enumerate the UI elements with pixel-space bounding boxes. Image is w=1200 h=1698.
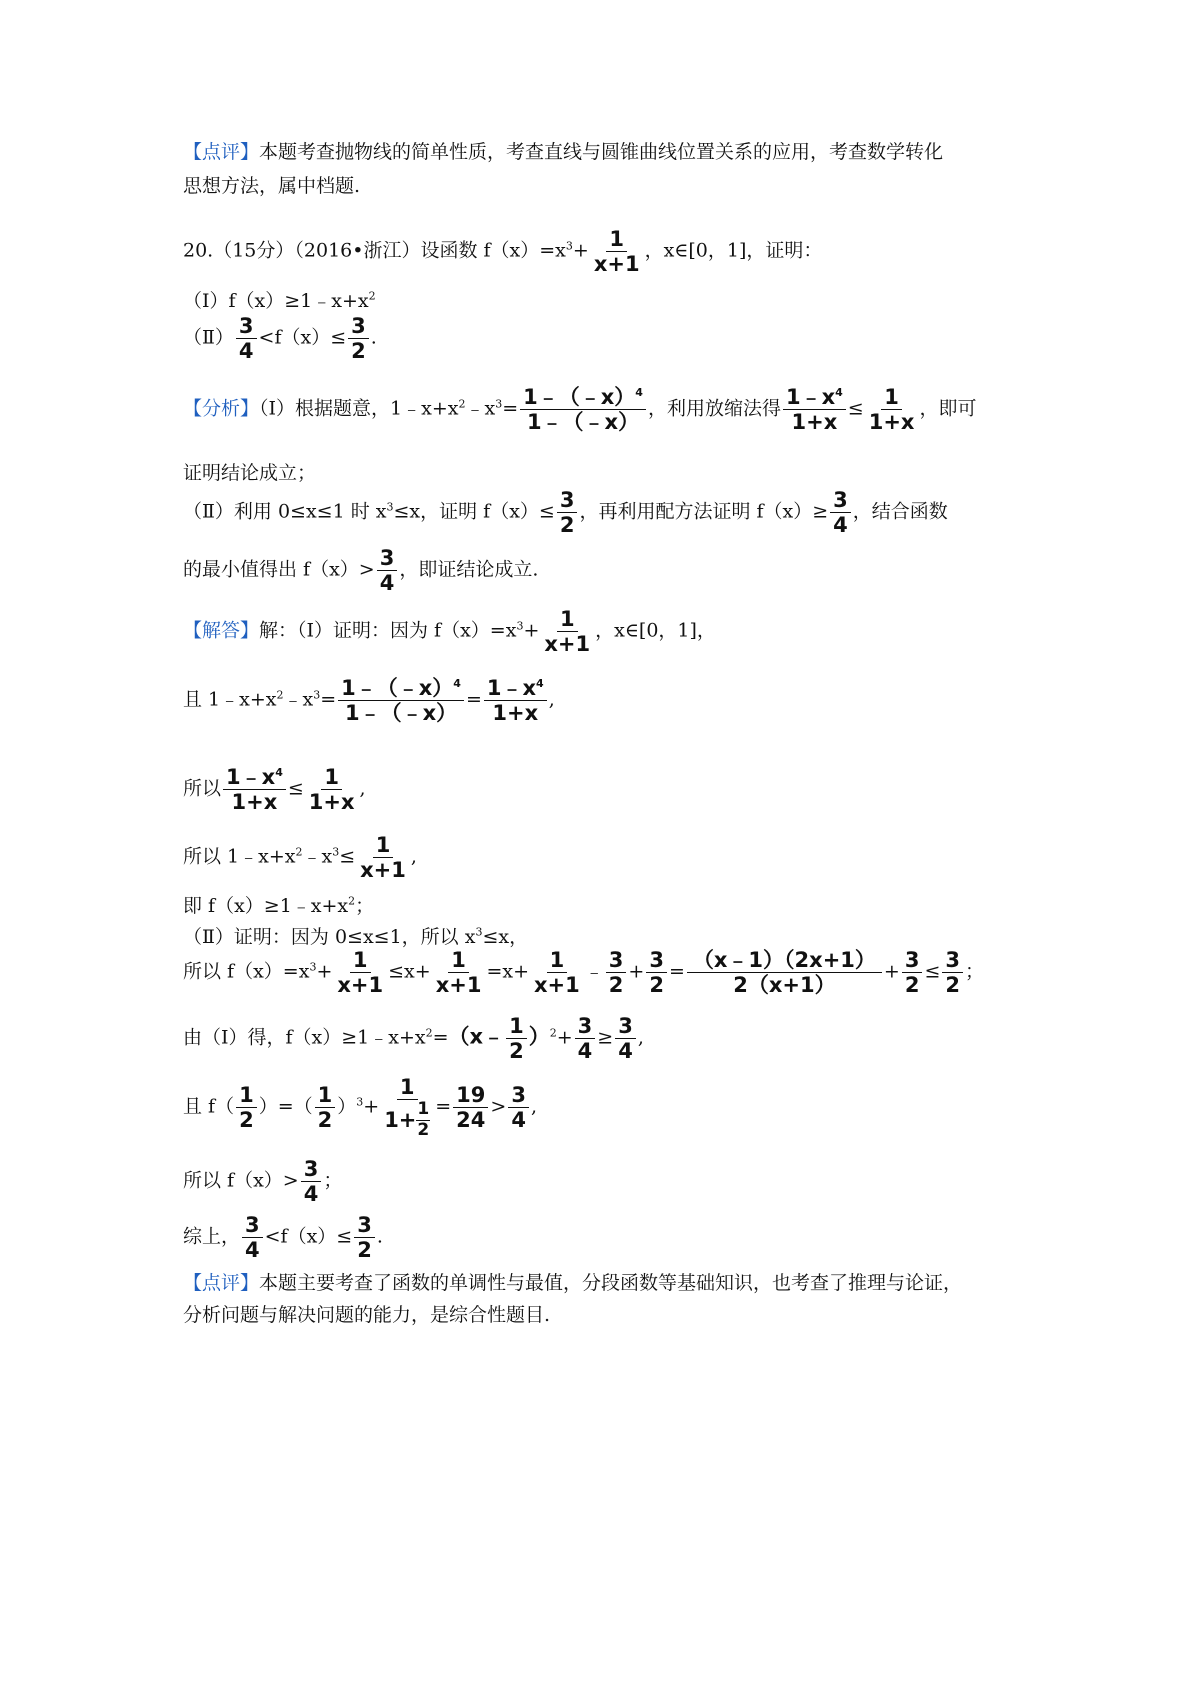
solution-line-3: 所以 $\frac{1﹣x^4}{1+x}$ ≤ $\frac{1}{1+x}$ , (183, 765, 366, 815)
review-1-line-1 (183, 137, 943, 164)
analysis-line-1: 【分析】（Ⅰ）根据题意，$1﹣x+x^2﹣x^3=$ $\frac{1﹣(﹣x)^4}{1﹣(﹣x)}$ ，利用放缩法得 $\frac{1﹣x^4}{1+x}$ ≤ $\frac{1}{1+x}$ ，即可 (183, 385, 977, 435)
fraction: $\frac{3}{2}$ (646, 948, 667, 997)
solution-line-1: 【解答】解：（Ⅰ）证明：因为 $f(x)=x^3+$ $\frac{1}{x+1}$ ，x∈[0，1]， (183, 607, 716, 657)
fraction: $\frac{1﹣x^4}{1+x}$ (783, 385, 846, 434)
analysis-tag: 【分析】 (183, 397, 260, 420)
solution-line-5: 即 $f(x)\ge 1﹣x+x^2$； (183, 894, 375, 917)
fraction: $\frac{1}{x+1}$ (360, 833, 406, 883)
fraction: $\frac{3}{2}$ (902, 948, 923, 997)
problem-part-1: $(Ⅰ)f(x)\ge 1﹣x+x^2$ (183, 289, 376, 312)
fraction: $\frac{(x﹣1)(2x+1)}{2(x+1)}$ (687, 948, 882, 997)
solution-line-6: （Ⅱ）证明：因为 0≤x≤1，所以 $x^3\le x$， (183, 925, 529, 948)
fraction: $\frac{3}{4}$ (508, 1083, 529, 1132)
fraction: $\frac{1﹣(﹣x)^4}{1﹣(﹣x)}$ (338, 676, 464, 725)
analysis-line-2: 证明结论成立； (183, 462, 317, 484)
fraction: 1 1+ $\frac{1}{2}$ (384, 1075, 430, 1140)
fraction: $\frac{3}{2}$ (557, 488, 578, 537)
fraction: $\frac{3}{4}$ (236, 314, 257, 363)
analysis-line-4: 的最小值得出 f（x）> $\frac{3}{4}$ ，即证结论成立. (183, 546, 539, 596)
fraction: $\frac{3}{4}$ (615, 1014, 636, 1063)
solution-line-7: 所以 $f(x)=x^3+$ $\frac{1}{x+1}$ ≤x+ $\frac{1}{x+1}$ =x+ $\frac{1}{x+1}$ ﹣ $\frac{3}{2}$ + $\frac{3}{2}$ = $\frac{(x﹣1)(2x+1)}{2(x+1)}$ + $\frac{3}{2}$ ≤ $\frac{3}{2}$ ； (183, 948, 985, 998)
fraction: $\frac{1}{2}$ (236, 1083, 257, 1132)
fraction: $\frac{1}{2}$ (506, 1014, 527, 1063)
fraction: $\frac{1}{x+1}$ (593, 227, 640, 277)
fraction: $\frac{1}{1+x}$ (308, 765, 355, 815)
fraction: $\frac{1}{2}$ (315, 1083, 336, 1132)
fraction: $\frac{3}{4}$ (301, 1157, 322, 1206)
fraction: $\frac{1}{x+1}$ (435, 948, 482, 998)
fraction: $\frac{3}{2}$ (942, 948, 963, 997)
solution-line-4: 所以 $1﹣x+x^2﹣x^3\le$ $\frac{1}{x+1}$ , (183, 833, 417, 883)
problem-part-2: （Ⅱ） $\frac{3}{4}$ <f（x）≤ $\frac{3}{2}$ . (183, 314, 377, 364)
fraction: $\frac{3}{4}$ (830, 488, 851, 537)
fraction: $\frac{1﹣x^4}{1+x}$ (223, 765, 286, 814)
solution-line-10: 所以 f（x）> $\frac{3}{4}$ ； (183, 1157, 343, 1207)
review-tag: 【点评】 (183, 1272, 260, 1294)
analysis-line-3: （Ⅱ）利用 0≤x≤1 时 $x^3\le x$，证明 f（x）≤ $\frac{3}{2}$ ，再利用配方法证明 f（x）≥ $\frac{3}{4}$ ，结合函数 (183, 488, 948, 538)
fraction: $\frac{3}{2}$ (606, 948, 627, 997)
review-1-line-2 (183, 171, 360, 198)
review-2-line-2: 分析问题与解决问题的能力，是综合性题目. (183, 1304, 551, 1326)
fraction: $\frac{19}{24}$ (453, 1083, 488, 1132)
review-text: 本题考查抛物线的简单性质，考查直线与圆锥曲线位置关系的应用，考查数学转化 (259, 141, 944, 163)
fraction: $\frac{1}{x+1}$ (544, 607, 591, 657)
fraction: $\frac{1}{x+1}$ (534, 948, 580, 998)
fraction: $\frac{3}{4}$ (575, 1014, 596, 1063)
solution-line-2: 且 $1﹣x+x^2﹣x^3=$ $\frac{1﹣(﹣x)^4}{1﹣(﹣x)}$ = $\frac{1﹣x^4}{1+x}$ , (183, 676, 555, 726)
fraction: $\frac{3}{2}$ (354, 1213, 375, 1262)
fraction: $\frac{3}{4}$ (242, 1213, 263, 1262)
review-2-line-1: 【点评】本题主要考查了函数的单调性与最值，分段函数等基础知识，也考查了推理与论证， (183, 1272, 963, 1294)
fraction: $\frac{1}{1+x}$ (868, 385, 915, 435)
solution-line-8: 由（Ⅰ）得，$f(x)\ge 1﹣x+x^2=(x﹣$ $\frac{1}{2}$ ）$^2$+ $\frac{3}{4}$ ≥ $\frac{3}{4}$ , (183, 1014, 644, 1064)
fraction: $\frac{3}{4}$ (377, 546, 398, 595)
solution-line-9: 且 f（ $\frac{1}{2}$ ）=（ $\frac{1}{2}$ ）$^3$+ 1 1+ $\frac{1}{2}$ = $\frac{19}{24}$ > $\frac{3}{4}$ , (183, 1075, 537, 1140)
review-tag: 【点评】 (183, 141, 260, 163)
solution-tag: 【解答】 (183, 619, 260, 642)
problem-statement: 20.（15分）（2016•浙江）设函数 $f(x)=x^3+$ $\frac{1}{x+1}$ ，x∈[0，1]，证明： (183, 227, 823, 277)
review-text: 思想方法，属中档题. (183, 175, 361, 197)
fraction: $\frac{1}{x+1}$ (337, 948, 384, 998)
solution-line-11: 综上， $\frac{3}{4}$ <f（x）≤ $\frac{3}{2}$ . (183, 1213, 383, 1263)
fraction: $\frac{1﹣x^4}{1+x}$ (484, 676, 547, 725)
fraction: $\frac{1﹣(﹣x)^4}{1﹣(﹣x)}$ (520, 385, 646, 434)
fraction: $\frac{3}{2}$ (348, 314, 369, 363)
